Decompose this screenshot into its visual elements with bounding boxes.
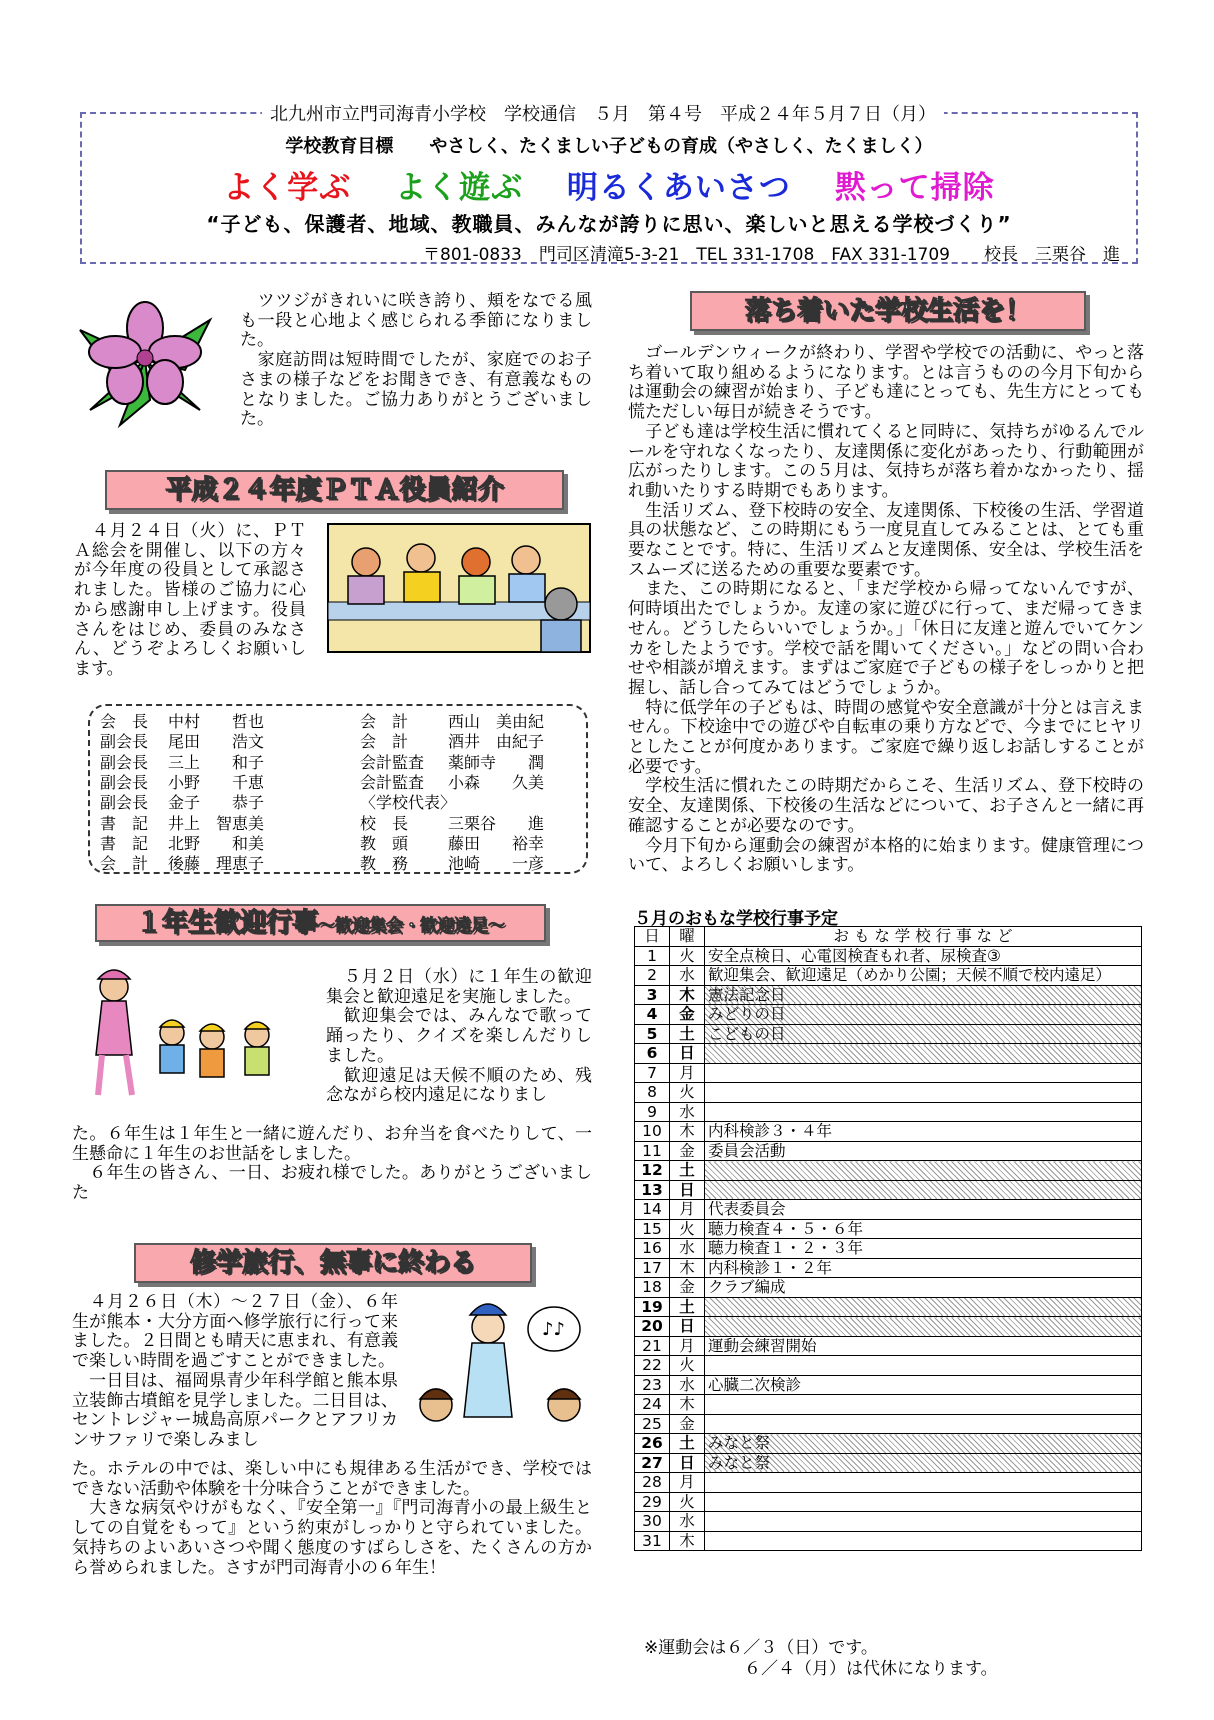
schedule-day: 5 xyxy=(635,1024,670,1044)
schedule-day: 26 xyxy=(635,1434,670,1454)
schedule-row xyxy=(635,1434,1142,1454)
schedule-day: 22 xyxy=(635,1356,670,1376)
schedule-event: 歓迎集会、歓迎遠足（めかり公園；天候不順で校内遠足） xyxy=(705,966,1142,986)
schedule-weekday: 木 xyxy=(670,1122,705,1142)
schedule-event xyxy=(705,1414,1142,1434)
officer-name: 後藤 理恵子 xyxy=(168,854,265,874)
officer-role: 会 計 xyxy=(360,712,409,731)
trip-text-part1: ４月２６日（木）～２７日（金）、６年生が熊本・大分方面へ修学旅行に行って来ました。２日間とも晴天に恵まれ、有意義で楽しい時間を過ごすことができました。 一日目は、福岡県青少年科学館と熊本県立装飾古墳館を見学しました。二日目は、セントレジャー城島高原パークとアフリカンサファリで楽しみまし xyxy=(72,1292,398,1450)
school-address: 〒801-0833 門司区清滝5-3-21 TEL 331-1708 FAX 331-1709 校長 三栗谷 進 xyxy=(423,245,1120,265)
welcome-text-part1: ５月２日（水）に１年生の歓迎集会と歓迎遠足を実施しました。 歓迎集会では、みんなで歌って踊ったり、クイズを楽しんだりしました。 歓迎遠足は天候不順のため、残念ながら校内遠足になりまし xyxy=(326,967,592,1106)
schedule-row xyxy=(635,1414,1142,1434)
pta-section-title: 平成２４年度ＰＴＡ役員紹介 xyxy=(105,470,564,510)
schedule-weekday: 火 xyxy=(670,1083,705,1103)
welcome-title: １年生歓迎行事 xyxy=(135,908,318,938)
sports-day-note: ※運動会は６／３（日）です。 xyxy=(644,1638,878,1658)
schedule-day: 10 xyxy=(635,1122,670,1142)
schedule-weekday: 火 xyxy=(670,946,705,966)
officer-name: 小森 久美 xyxy=(448,772,545,792)
schedule-event xyxy=(705,1180,1142,1200)
schedule-row xyxy=(635,1512,1142,1532)
schedule-event xyxy=(705,1102,1142,1122)
schedule-weekday: 水 xyxy=(670,1512,705,1532)
schedule-row xyxy=(635,1473,1142,1493)
schedule-day: 3 xyxy=(635,985,670,1005)
pta-text: ４月２４日（火）に、ＰＴＡ総会を開催し、以下の方々が今年度の役員として承認されました。皆様のご協力に心から感謝申し上げます。役員さんをはじめ、委員のみなさん、どうぞよろしくお願いします。 xyxy=(74,521,306,679)
officer-name: 井上 智恵美 xyxy=(168,813,265,833)
schedule-row xyxy=(635,1395,1142,1415)
schedule-weekday: 水 xyxy=(670,1239,705,1259)
schedule-row xyxy=(635,1336,1142,1356)
officer-role: 〈学校代表〉 xyxy=(360,793,457,813)
schedule-row xyxy=(635,1531,1142,1551)
schedule-day: 6 xyxy=(635,1044,670,1064)
welcome-subtitle: ～歓迎集会・歓迎遠足～ xyxy=(318,916,505,936)
officer-role: 教 頭 xyxy=(360,833,409,853)
schedule-day: 13 xyxy=(635,1180,670,1200)
welcome-walk-illustration xyxy=(72,965,312,1101)
schedule-weekday: 金 xyxy=(670,1141,705,1161)
schedule-row xyxy=(635,1278,1142,1298)
officer-name: 西山 美由紀 xyxy=(448,712,545,731)
officer-role: 副会長 xyxy=(100,732,149,752)
schedule-day: 2 xyxy=(635,966,670,986)
schedule-day: 25 xyxy=(635,1414,670,1434)
substitute-holiday-note: ６／４（月）は代休になります。 xyxy=(744,1659,998,1679)
slogan-part: よく遊ぶ xyxy=(395,170,524,206)
schedule-event xyxy=(705,1531,1142,1551)
officer-name: 酒井 由紀子 xyxy=(448,732,545,752)
schedule-weekday: 月 xyxy=(670,1336,705,1356)
officer-role: 書 記 xyxy=(100,813,149,833)
schedule-event: 内科検診１・２年 xyxy=(705,1258,1142,1278)
schedule-weekday: 金 xyxy=(670,1005,705,1025)
schedule-event xyxy=(705,1395,1142,1415)
schedule-row xyxy=(635,1141,1142,1161)
officer-role: 会 計 xyxy=(360,732,409,752)
schedule-day: 23 xyxy=(635,1375,670,1395)
schedule-row xyxy=(635,1375,1142,1395)
schedule-row xyxy=(635,1258,1142,1278)
officer-role: 会計監査 xyxy=(360,772,425,792)
schedule-day: 21 xyxy=(635,1336,670,1356)
schedule-event xyxy=(705,1044,1142,1064)
schedule-day: 20 xyxy=(635,1317,670,1337)
schedule-day: 15 xyxy=(635,1219,670,1239)
welcome-section-title xyxy=(95,904,546,942)
welcome-text-part2: た。６年生は１年生と一緒に遊んだり、お弁当を食べたりして、一生懸命に１年生のお世話をしました。 ６年生の皆さん、一日、お疲れ様でした。ありがとうございました xyxy=(72,1124,592,1204)
schedule-event: 内科検診３・４年 xyxy=(705,1122,1142,1142)
masthead: 北九州市立門司海青小学校 学校通信 ５月 第４号 平成２４年５月７日（月） xyxy=(262,100,944,126)
schedule-event xyxy=(705,1356,1142,1376)
schedule-weekday: 月 xyxy=(670,1063,705,1083)
schedule-event: みなと祭 xyxy=(705,1453,1142,1473)
schedule-weekday: 金 xyxy=(670,1414,705,1434)
welcome-walk-icon xyxy=(72,965,312,1101)
schedule-day: 17 xyxy=(635,1258,670,1278)
header-day: 日 xyxy=(635,927,670,947)
schedule-row xyxy=(635,1297,1142,1317)
education-goal: 学校教育目標 やさしく、たくましい子どもの育成（やさしく、たくましく） xyxy=(285,136,933,157)
officer-name: 金子 恭子 xyxy=(168,793,265,813)
school-motto: “子ども、保護者、地域、教職員、みんなが誇りに思い、楽しいと思える学校づくり” xyxy=(206,212,1012,236)
slogan-part: 明るくあいさつ xyxy=(566,170,791,206)
schedule-day: 1 xyxy=(635,946,670,966)
schedule-day: 8 xyxy=(635,1083,670,1103)
schedule-row xyxy=(635,1317,1142,1337)
officer-name: 中村 哲也 xyxy=(168,712,265,731)
schedule-day: 30 xyxy=(635,1512,670,1532)
svg-text:♪♪: ♪♪ xyxy=(542,1319,565,1340)
schedule-row xyxy=(635,1063,1142,1083)
officer-name: 三上 和子 xyxy=(168,752,265,772)
schedule-day: 16 xyxy=(635,1239,670,1259)
schedule-row xyxy=(635,1180,1142,1200)
schedule-event xyxy=(705,1512,1142,1532)
schedule-row xyxy=(635,1161,1142,1181)
schedule-row xyxy=(635,966,1142,986)
schedule-event: 憲法記念日 xyxy=(705,985,1142,1005)
school-life-section-title: 落ち着いた学校生活を！ xyxy=(690,291,1086,331)
officer-role: 会 長 xyxy=(100,712,149,731)
newsletter-header xyxy=(80,104,1138,265)
schedule-row xyxy=(635,1239,1142,1259)
schedule-weekday: 土 xyxy=(670,1434,705,1454)
pta-meeting-illustration xyxy=(326,522,592,654)
schedule-day: 24 xyxy=(635,1395,670,1415)
schedule-weekday: 火 xyxy=(670,1356,705,1376)
intro-text: ツツジがきれいに咲き誇り、頬をなでる風も一段と心地よく感じられる季節になりました。 家庭訪問は短時間でしたが、家庭でのお子さまの様子などをお聞きでき、有意義なものとなりました。ご協力ありがとうございました。 xyxy=(240,291,592,430)
slogan-part: よく学ぶ xyxy=(223,170,352,206)
schedule-day: 4 xyxy=(635,1005,670,1025)
schedule-weekday: 火 xyxy=(670,1492,705,1512)
schedule-day: 19 xyxy=(635,1297,670,1317)
schedule-event: クラブ編成 xyxy=(705,1278,1142,1298)
schedule-event xyxy=(705,1083,1142,1103)
officer-role: 会計監査 xyxy=(360,752,425,772)
officer-name: 池崎 一彦 xyxy=(448,854,545,874)
tour-guide-icon xyxy=(414,1287,592,1439)
azalea-flower-illustration xyxy=(70,290,220,430)
officer-role: 書 記 xyxy=(100,833,149,853)
schedule-weekday: 土 xyxy=(670,1297,705,1317)
schedule-weekday: 木 xyxy=(670,1258,705,1278)
pta-meeting-icon xyxy=(326,522,592,654)
school-life-text: ゴールデンウィークが終わり、学習や学校での活動に、やっと落ち着いて取り組めるようになります。とは言うものの今月下旬からは運動会の練習が始まり、子ども達にとっても、先生方にとっても慌ただしい毎日が続きそうです。 子ども達は学校生活に慣れてくると同時に、気持ちがゆるんでルールを守れなくなったり、友達関係に変化があったり、行動範囲が広がったりします。この５月は、気持ちが落ち着かなかったり、揺れ動いたりする時期でもあります。 生活リズム、登下校時の安全、友達関係、下校後の生活、学習道具の状態など、この時期にもう一度見直してみることは、とても重要なことです。特に、生活リズムと友達関係、安全は、学校生活をスムーズに送るための重要な要素です。 また、この時期になると、「まだ学校から帰ってないんですが、何時頃出たでしょうか。友達の家に遊びに行って、まだ帰ってきません。どうしたらいいでしょうか。」「休日に友達と遊んでいてケンカをしたようです。学校で話を聞いてください。」などの問い合わせや相談が増えます。まずはご家庭で子どもの様子をしっかりと把握し、話し合ってみてはどうでしょうか。 特に低学年の子どもは、時間の感覚や安全意識が十分とは言えません。下校途中での遊びや自転車の乗り方などで、今までにヒヤリとしたことが何度かあります。ご家庭で繰り返しお話しすることが必要です。 学校生活に慣れたこの時期だからこそ、生活リズム、登下校時の安全、友達関係、下校後の生活などについて、お子さんと一緒に再確認することが必要なのです。 今月下旬から運動会の練習が本格的に始まります。健康管理について、よろしくお願いします。 xyxy=(628,343,1144,876)
schedule-event: こどもの日 xyxy=(705,1024,1142,1044)
schedule-event xyxy=(705,1492,1142,1512)
schedule-day: 27 xyxy=(635,1453,670,1473)
schedule-event: 委員会活動 xyxy=(705,1141,1142,1161)
schedule-table xyxy=(634,926,1142,1551)
trip-text-part2: た。ホテルの中では、楽しい中にも規律ある生活ができ、学校ではできない活動や体験を十分味合うことができました。 大きな病気やけがもなく、『安全第一』『門司海青小の最上級生としての自覚をもって』という約束がしっかりと守られていました。気持ちのよいあいさつや聞く態度のすばらしさを、たくさんの方から誉められました。さすが門司海青小の６年生！ xyxy=(72,1459,592,1578)
schedule-weekday: 木 xyxy=(670,1531,705,1551)
schedule-event xyxy=(705,1473,1142,1493)
schedule-event xyxy=(705,1317,1142,1337)
officer-role: 会 計 xyxy=(100,854,149,874)
schedule-day: 28 xyxy=(635,1473,670,1493)
officer-row xyxy=(360,851,544,874)
officer-role: 校 長 xyxy=(360,813,409,833)
schedule-day: 11 xyxy=(635,1141,670,1161)
schedule-event: 心臓二次検診 xyxy=(705,1375,1142,1395)
header-weekday: 曜 xyxy=(670,927,705,947)
schedule-event: 代表委員会 xyxy=(705,1200,1142,1220)
schedule-weekday: 日 xyxy=(670,1044,705,1064)
schedule-weekday: 月 xyxy=(670,1200,705,1220)
schedule-row xyxy=(635,1024,1142,1044)
schedule-row xyxy=(635,1102,1142,1122)
schedule-day: 12 xyxy=(635,1161,670,1181)
schedule-day: 29 xyxy=(635,1492,670,1512)
schedule-day: 14 xyxy=(635,1200,670,1220)
schedule-day: 9 xyxy=(635,1102,670,1122)
schedule-day: 31 xyxy=(635,1531,670,1551)
officer-role: 副会長 xyxy=(100,772,149,792)
schedule-weekday: 木 xyxy=(670,985,705,1005)
schedule-title: ５月のおもな学校行事予定 xyxy=(634,909,838,929)
schedule-weekday: 木 xyxy=(670,1395,705,1415)
schedule-weekday: 火 xyxy=(670,1219,705,1239)
schedule-row xyxy=(635,1356,1142,1376)
schedule-weekday: 日 xyxy=(670,1180,705,1200)
schedule-row xyxy=(635,1453,1142,1473)
slogan-part: 黙って掃除 xyxy=(834,170,995,206)
schedule-weekday: 水 xyxy=(670,1102,705,1122)
schedule-event: 聴力検査４・５・６年 xyxy=(705,1219,1142,1239)
schedule-row xyxy=(635,1044,1142,1064)
schedule-header-row xyxy=(635,927,1142,947)
schedule-row xyxy=(635,1200,1142,1220)
officer-role: 教 務 xyxy=(360,854,409,874)
schedule-event: 聴力検査１・２・３年 xyxy=(705,1239,1142,1259)
schedule-body xyxy=(635,946,1142,1551)
schedule-weekday: 日 xyxy=(670,1453,705,1473)
schedule-row xyxy=(635,946,1142,966)
schedule-event: みなと祭 xyxy=(705,1434,1142,1454)
schedule-event xyxy=(705,1297,1142,1317)
schedule-row xyxy=(635,1492,1142,1512)
officer-name: 藤田 裕幸 xyxy=(448,833,545,853)
schedule-weekday: 土 xyxy=(670,1161,705,1181)
schedule-weekday: 金 xyxy=(670,1278,705,1298)
schedule-weekday: 月 xyxy=(670,1473,705,1493)
schedule-weekday: 水 xyxy=(670,1375,705,1395)
trip-section-title: 修学旅行、無事に終わる xyxy=(134,1243,532,1283)
officer-role: 副会長 xyxy=(100,752,149,772)
officer-name: 小野 千恵 xyxy=(168,772,265,792)
schedule-event: 安全点検日、心電図検査もれ者、尿検査③ xyxy=(705,946,1142,966)
schedule-event xyxy=(705,1063,1142,1083)
schedule-row xyxy=(635,1005,1142,1025)
tour-guide-illustration xyxy=(414,1287,592,1439)
schedule-weekday: 水 xyxy=(670,966,705,986)
schedule-weekday: 日 xyxy=(670,1317,705,1337)
officer-name: 三栗谷 進 xyxy=(448,813,545,833)
schedule-day: 18 xyxy=(635,1278,670,1298)
schedule-day: 7 xyxy=(635,1063,670,1083)
officer-role: 副会長 xyxy=(100,793,149,813)
azalea-icon xyxy=(70,290,220,430)
officer-name: 薬師寺 潤 xyxy=(448,752,545,772)
schedule-event xyxy=(705,1161,1142,1181)
schedule-weekday: 土 xyxy=(670,1024,705,1044)
officer-row xyxy=(100,851,264,874)
schedule-row xyxy=(635,1122,1142,1142)
schedule-row xyxy=(635,985,1142,1005)
header-events: お も な 学 校 行 事 な ど xyxy=(705,927,1142,947)
officer-name: 尾田 浩文 xyxy=(168,732,265,752)
officer-name: 北野 和美 xyxy=(168,833,265,853)
schedule-event: 運動会練習開始 xyxy=(705,1336,1142,1356)
schedule-event: みどりの日 xyxy=(705,1005,1142,1025)
schedule-row xyxy=(635,1219,1142,1239)
school-slogan xyxy=(82,162,1136,207)
schedule-row xyxy=(635,1083,1142,1103)
